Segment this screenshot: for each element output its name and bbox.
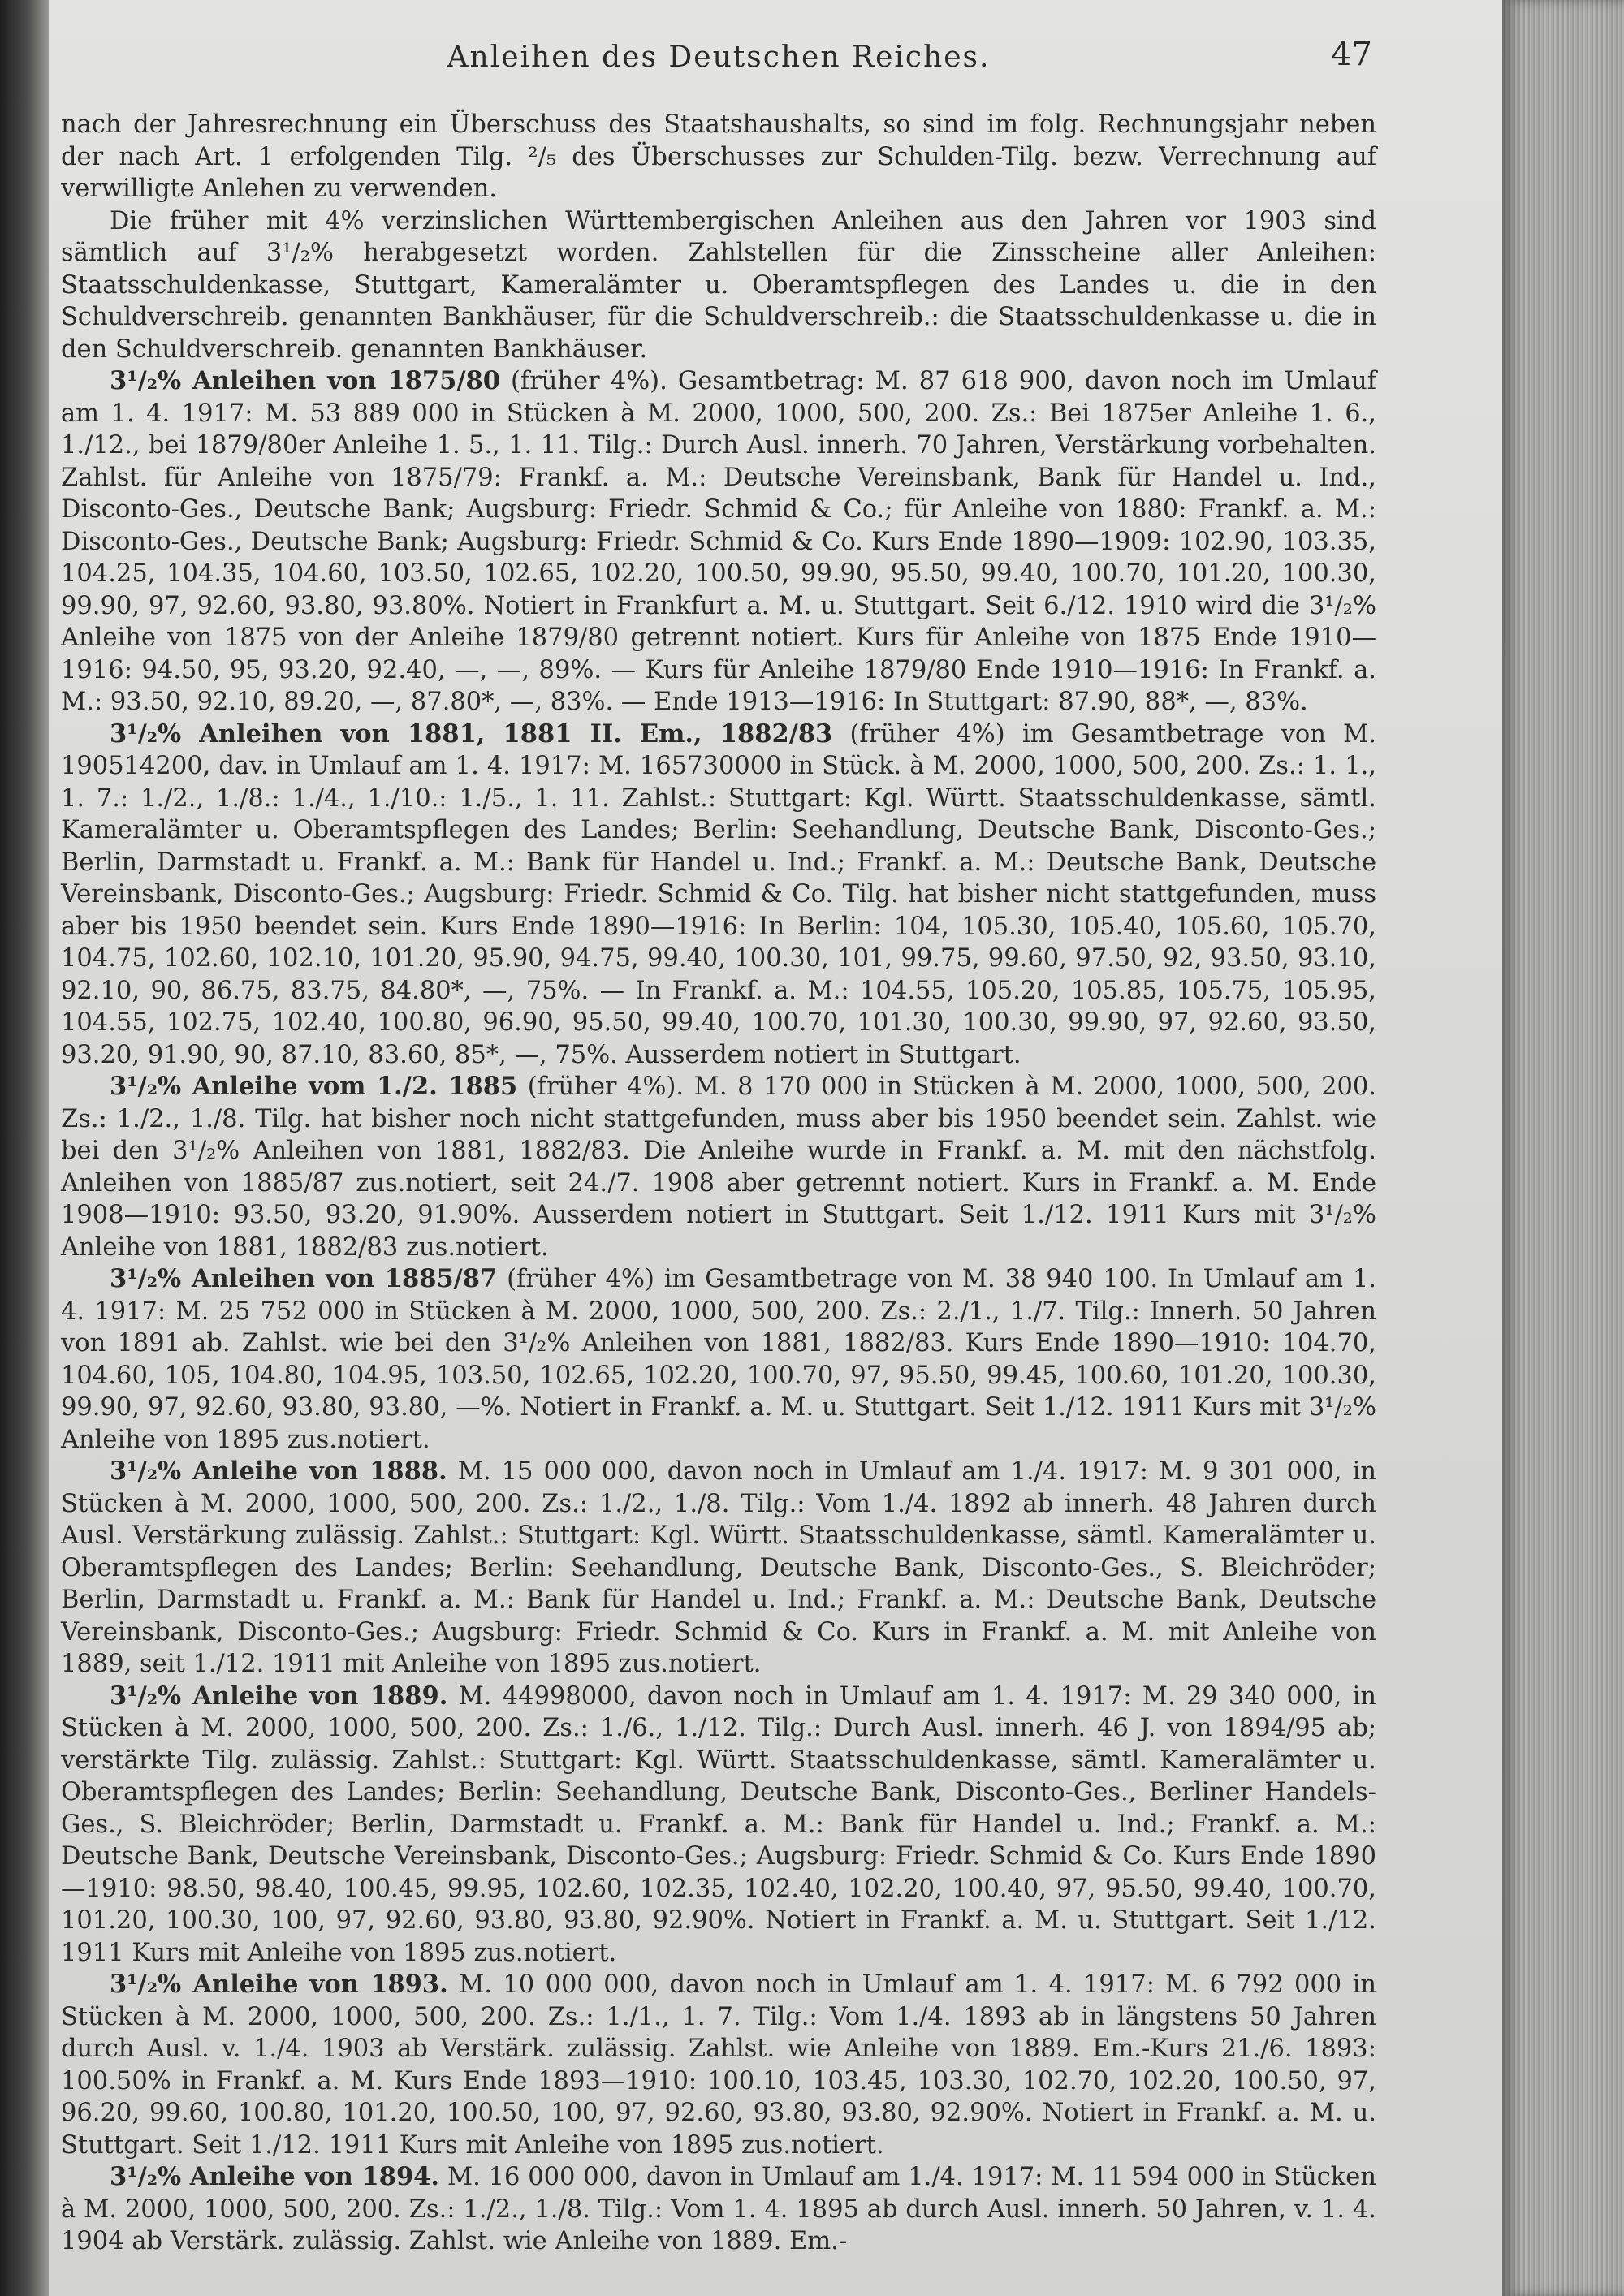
- loan-heading: 3¹/₂% Anleihe von 1893.: [110, 1970, 448, 1999]
- loan-text: M. 15 000 000, davon noch in Umlauf am 1./4. 1917: M. 9 301 000, in Stücken à M. 2000, 1000, 500, 200. Zs.: 1./2., 1./8. Tilg.: Vom 1./4. 1892 ab innerh. 48 Jahren durch Ausl. Verstärkung zulässig. Zahlst.: Stuttgart: Kgl. Württ. Staatsschuldenkasse, sämtl. Kameralämter u. Oberamtspflegen des Landes; Berlin: Seehandlung, Deutsche Bank, Disconto-Ges., S. Bleichröder; Berlin, Darmstadt u. Frankf. a. M.: Bank für Handel u. Ind.; Frankf. a. M.: Deutsche Bank, Deutsche Vereinsbank, Disconto-Ges.; Augsburg: Friedr. Schmid & Co. Kurs in Frankf. a. M. mit Anleihe von 1889, seit 1./12. 1911 mit Anleihe von 1895 zus.notiert.: [61, 1457, 1376, 1678]
- loan-entry: [61, 1969, 1376, 2161]
- paragraph: [61, 109, 1376, 205]
- loan-heading: 3¹/₂% Anleihe von 1889.: [110, 1681, 448, 1711]
- loan-entry: [61, 1071, 1376, 1263]
- loan-text: (früher 4%) im Gesamtbetrage von M. 38 940 100. In Umlauf am 1. 4. 1917: M. 25 752 000 in Stücken à M. 2000, 1000, 500, 200. Zs.: 2./1., 1./7. Tilg.: Innerh. 50 Jahren von 1891 ab. Zahlst. wie bei den 3¹/₂% Anleihen von 1881, 1882/83. Kurs Ende 1890—1910: 104.70, 104.60, 105, 104.80, 104.95, 103.50, 102.65, 102.20, 100.70, 97, 95.50, 99.45, 100.60, 101.20, 100.30, 99.90, 97, 92.60, 93.80, 93.80, —%. Notiert in Frankf. a. M. u. Stuttgart. Seit 1./12. 1911 Kurs mit 3¹/₂% Anleihe von 1895 zus.notiert.: [61, 1265, 1376, 1454]
- paragraph: [61, 205, 1376, 366]
- paragraph-text: nach der Jahresrechnung ein Überschuss des Staatshaushalts, so sind im folg. Rechnungsjahr neben der nach Art. 1 erfolgenden Tilg. ²/₅ des Überschusses zur Schulden-Tilg. bezw. Verrechnung auf verwilligte Anlehen zu verwenden.: [61, 110, 1376, 203]
- loan-heading: 3¹/₂% Anleihe vom 1./2. 1885: [110, 1072, 518, 1101]
- loan-text: M. 44998000, davon noch in Umlauf am 1. 4. 1917: M. 29 340 000, in Stücken à M. 2000, 1000, 500, 200. Zs.: 1./6., 1./12. Tilg.: Durch Ausl. innerh. 46 J. von 1894/95 ab; verstärkte Tilg. zulässig. Zahlst.: Stuttgart: Kgl. Württ. Staatsschuldenkasse, sämtl. Kameralämter u. Oberamtspflegen des Landes; Berlin: Seehandlung, Deutsche Bank, Disconto-Ges., Berliner Handels-Ges., S. Bleichröder; Berlin, Darmstadt u. Frankf. a. M.: Bank für Handel u. Ind.; Frankf. a. M.: Deutsche Bank, Deutsche Vereinsbank, Disconto-Ges.; Augsburg: Friedr. Schmid & Co. Kurs Ende 1890—1910: 98.50, 98.40, 100.45, 99.95, 102.60, 102.35, 102.40, 102.20, 100.40, 97, 95.50, 99.40, 100.70, 101.20, 100.30, 100, 97, 92.60, 93.80, 93.80, 92.90%. Notiert in Frankf. a. M. u. Stuttgart. Seit 1./12. 1911 Kurs mit Anleihe von 1895 zus.notiert.: [61, 1681, 1376, 1967]
- loan-text: (früher 4%). Gesamtbetrag: M. 87 618 900, davon noch im Umlauf am 1. 4. 1917: M. 53 889 000 in Stücken à M. 2000, 1000, 500, 200. Zs.: Bei 1875er Anleihe 1. 6., 1./12., bei 1879/80er Anleihe 1. 5., 1. 11. Tilg.: Durch Ausl. innerh. 70 Jahren, Verstärkung vorbehalten. Zahlst. für Anleihe von 1875/79: Frankf. a. M.: Deutsche Vereinsbank, Bank für Handel u. Ind., Disconto-Ges., Deutsche Bank; Augsburg: Friedr. Schmid & Co.; für Anleihe von 1880: Frankf. a. M.: Disconto-Ges., Deutsche Bank; Augsburg: Friedr. Schmid & Co. Kurs Ende 1890—1909: 102.90, 103.35, 104.25, 104.35, 104.60, 103.50, 102.65, 102.20, 100.50, 99.90, 95.50, 99.40, 100.70, 101.20, 100.30, 99.90, 97, 92.60, 93.80, 93.80%. Notiert in Frankfurt a. M. u. Stuttgart. Seit 6./12. 1910 wird die 3¹/₂% Anleihe von 1875 von der Anleihe 1879/80 getrennt notiert. Kurs für Anleihe von 1875 Ende 1910—1916: 94.50, 95, 93.20, 92.40, —, —, 89%. — Kurs für Anleihe 1879/80 Ende 1910—1916: In Frankf. a. M.: 93.50, 92.10, 89.20, —, 87.80*, —, 83%. — Ende 1913—1916: In Stuttgart: 87.90, 88*, —, 83%.: [61, 367, 1376, 716]
- loan-heading: 3¹/₂% Anleihe von 1888.: [110, 1457, 447, 1486]
- loan-entry: [61, 1263, 1376, 1456]
- loan-heading: 3¹/₂% Anleihe von 1894.: [110, 2162, 440, 2191]
- book-spine-shadow: [0, 0, 49, 2296]
- loan-text: (früher 4%) im Gesamtbetrage von M. 190514200, dav. in Umlauf am 1. 4. 1917: M. 165730000 in Stück. à M. 2000, 1000, 500, 200. Zs.: 1. 1., 1. 7.: 1./2., 1./8.: 1./4., 1./10.: 1./5., 1. 11. Zahlst.: Stuttgart: Kgl. Württ. Staatsschuldenkasse, sämtl. Kameralämter u. Oberamtspflegen des Landes; Berlin: Seehandlung, Deutsche Bank, Disconto-Ges.; Berlin, Darmstadt u. Frankf. a. M.: Bank für Handel u. Ind.; Frankf. a. M.: Deutsche Bank, Deutsche Vereinsbank, Disconto-Ges.; Augsburg: Friedr. Schmid & Co. Tilg. hat bisher nicht stattgefunden, muss aber bis 1950 beendet sein. Kurs Ende 1890—1916: In Berlin: 104, 105.30, 105.40, 105.60, 105.70, 104.75, 102.60, 102.10, 101.20, 95.90, 94.75, 99.40, 100.30, 101, 99.75, 99.60, 97.50, 92, 93.50, 93.10, 92.10, 90, 86.75, 83.75, 84.80*, —, 75%. — In Frankf. a. M.: 104.55, 105.20, 105.85, 105.75, 105.95, 104.55, 102.75, 102.40, 100.80, 96.90, 95.50, 99.40, 100.70, 101.30, 100.30, 99.90, 97, 92.60, 93.50, 93.20, 91.90, 90, 87.10, 83.60, 85*, —, 75%. Ausserdem notiert in Stuttgart.: [61, 719, 1376, 1069]
- loan-heading: 3¹/₂% Anleihen von 1881, 1881 II. Em., 1882/83: [110, 719, 833, 749]
- page-header: [65, 36, 1372, 76]
- loan-text: M. 16 000 000, davon in Umlauf am 1./4. 1917: M. 11 594 000 in Stücken à M. 2000, 1000, 500, 200. Zs.: 1./2., 1./8. Tilg.: Vom 1. 4. 1895 ab durch Ausl. innerh. 50 Jahren, v. 1. 4. 1904 ab Verstärk. zulässig. Zahlst. wie Anleihe von 1889. Em.-: [61, 2163, 1376, 2255]
- loan-entry: [61, 719, 1376, 1072]
- page-edges: [1502, 0, 1624, 2296]
- loan-entry: [61, 1681, 1376, 1970]
- paragraph-text: Die früher mit 4% verzinslichen Württembergischen Anleihen aus den Jahren vor 1903 sind sämtlich auf 3¹/₂% herabgesetzt worden. Zahlstellen für die Zinsscheine aller Anleihen: Staatsschuldenkasse, Stuttgart, Kameralämter u. Oberamtspflegen des Landes u. die in den Schuldverschreib. genannten Bankhäuser, für die Schuldverschreib.: die Staatsschuldenkasse u. die in den Schuldverschreib. genannten Bankhäuser.: [61, 206, 1376, 364]
- loan-entry: [61, 2161, 1376, 2258]
- loan-text: M. 10 000 000, davon noch in Umlauf am 1. 4. 1917: M. 6 792 000 in Stücken à M. 2000, 1000, 500, 200. Zs.: 1./1., 1. 7. Tilg.: Vom 1./4. 1893 ab in längstens 50 Jahren durch Ausl. v. 1./4. 1903 ab Verstärk. zulässig. Zahlst. wie Anleihe von 1889. Em.-Kurs 21./6. 1893: 100.50% in Frankf. a. M. Kurs Ende 1893—1910: 100.10, 103.45, 103.30, 102.70, 102.20, 100.50, 97, 96.20, 99.60, 100.80, 101.20, 100.50, 100, 97, 92.60, 93.80, 93.80, 92.90%. Notiert in Frankf. a. M. u. Stuttgart. Seit 1./12. 1911 Kurs mit Anleihe von 1895 zus.notiert.: [61, 1970, 1376, 2160]
- running-title: Anleihen des Deutschen Reiches.: [447, 41, 991, 74]
- body-text: [61, 109, 1376, 2258]
- loan-heading: 3¹/₂% Anleihen von 1875/80: [110, 366, 500, 395]
- loan-text: (früher 4%). M. 8 170 000 in Stücken à M. 2000, 1000, 500, 200. Zs.: 1./2., 1./8. Tilg. hat bisher noch nicht stattgefunden, muss aber bis 1950 beendet sein. Zahlst. wie bei den 3¹/₂% Anleihen von 1881, 1882/83. Die Anleihe wurde in Frankf. a. M. mit den nächstfolg. Anleihen von 1885/87 zus.notiert, seit 24./7. 1908 aber getrennt notiert. Kurs in Frankf. a. M. Ende 1908—1910: 93.50, 93.20, 91.90%. Ausserdem notiert in Stuttgart. Seit 1./12. 1911 Kurs mit 3¹/₂% Anleihe von 1881, 1882/83 zus.notiert.: [61, 1072, 1376, 1262]
- loan-entry: [61, 365, 1376, 719]
- page-number: 47: [1331, 36, 1372, 73]
- loan-heading: 3¹/₂% Anleihen von 1885/87: [110, 1264, 498, 1293]
- loan-entry: [61, 1456, 1376, 1681]
